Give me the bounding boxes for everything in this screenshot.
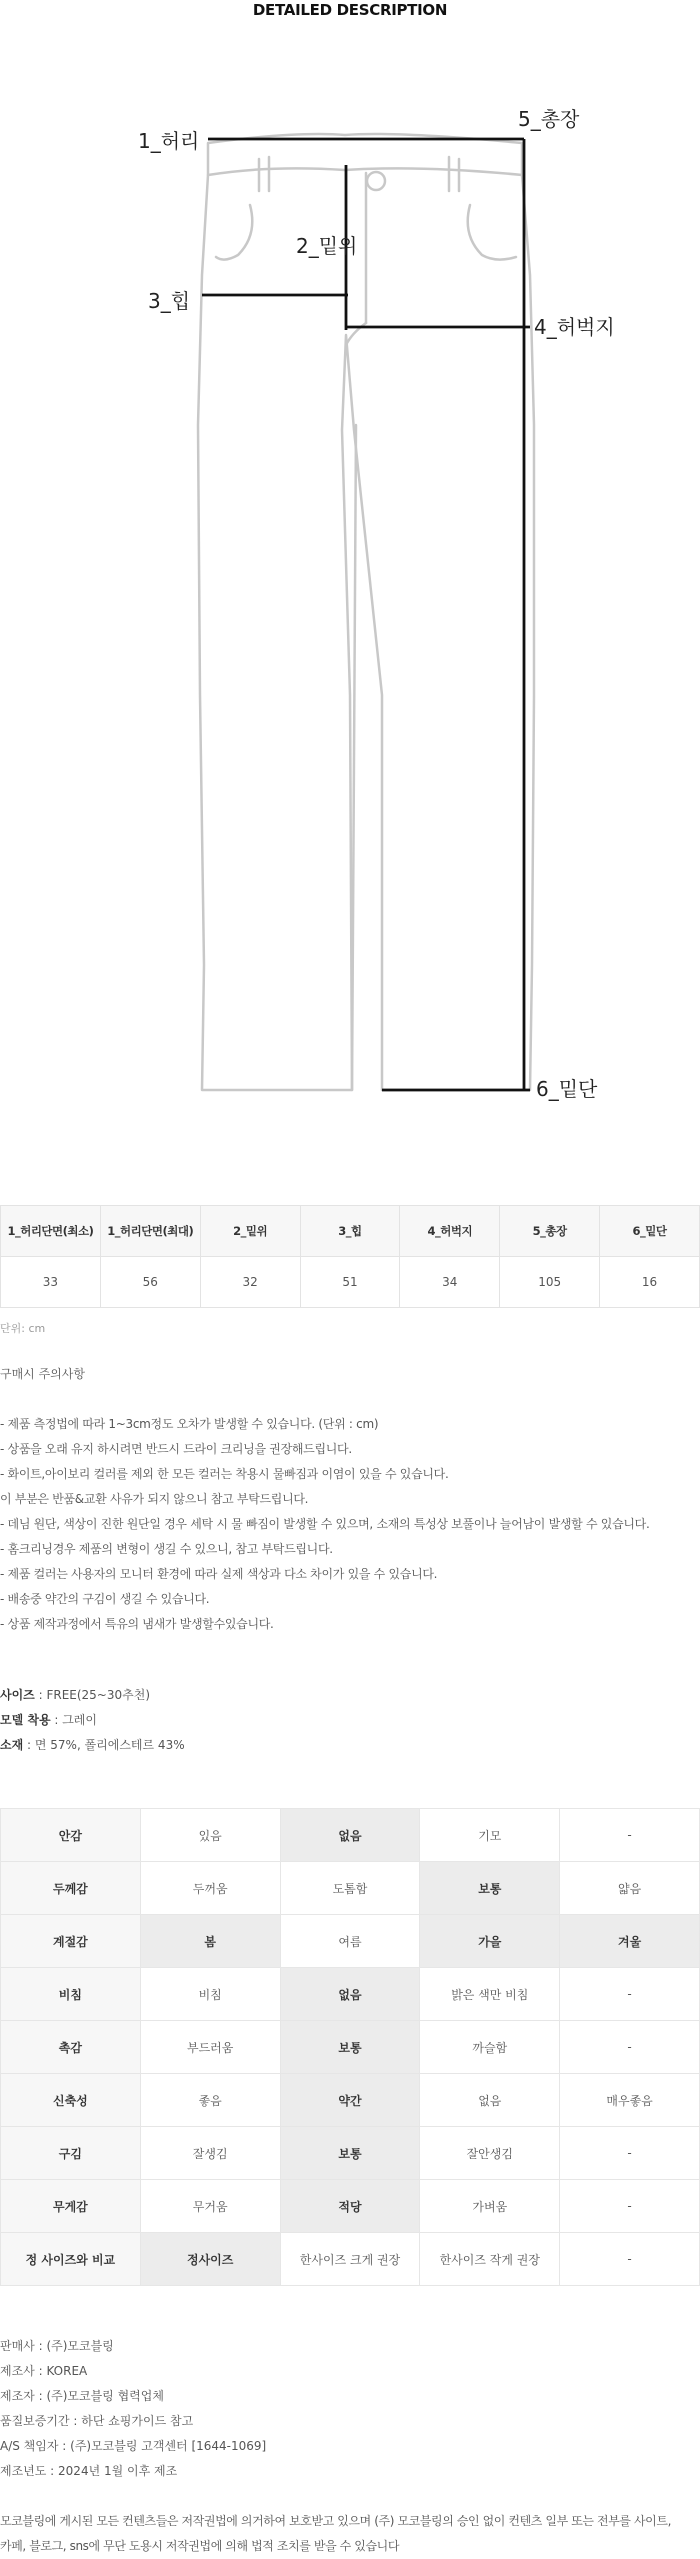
note-item: - 제품 측정법에 따라 1~3cm정도 오차가 발생할 수 있습니다. (단위 : cm) [0, 1417, 379, 1431]
spec-material-label: 소재 [0, 1738, 24, 1752]
fit-option: - [560, 1968, 700, 2021]
label-hem: 6_밑단 [536, 1077, 598, 1101]
fit-option: 무거움 [140, 2180, 280, 2233]
fit-row-label: 촉감 [1, 2021, 141, 2074]
fit-table-row [1, 1968, 700, 2021]
info-manufacture-date: 제조년도 : 2024년 1월 이후 제조 [0, 2464, 178, 2478]
copyright-line: 카페, 블로그, sns에 무단 도용시 저작권법에 의해 법적 조치를 받을 수 있습니다 [0, 2539, 400, 2553]
fit-option-selected: 없음 [280, 1968, 420, 2021]
size-value-cell: 16 [600, 1257, 700, 1308]
fit-table-row [1, 2233, 700, 2286]
purchase-notes [0, 1362, 700, 1637]
fit-table-row [1, 2074, 700, 2127]
fit-option: 기모 [420, 1809, 560, 1862]
size-header-cell: 3_힙 [300, 1206, 400, 1257]
fit-table-row [1, 1809, 700, 1862]
note-item: 이 부분은 반품&교환 사유가 되지 않으니 참고 부탁드립니다. [0, 1492, 309, 1506]
fit-option: - [560, 1809, 700, 1862]
fit-option-selected: 봄 [140, 1915, 280, 1968]
note-item: - 배송중 약간의 구김이 생길 수 있습니다. [0, 1592, 210, 1606]
fit-option-selected: 겨울 [560, 1915, 700, 1968]
spec-model-label: 모델 착용 [0, 1713, 51, 1727]
fit-option: - [560, 2021, 700, 2074]
size-value-cell: 32 [200, 1257, 300, 1308]
spec-model-value: : 그레이 [50, 1713, 97, 1727]
size-header-cell: 4_허벅지 [400, 1206, 500, 1257]
spec-size [0, 1683, 185, 1708]
fit-option: 잘생김 [140, 2127, 280, 2180]
fit-option-selected: 약간 [280, 2074, 420, 2127]
size-header-cell: 2_밑위 [200, 1206, 300, 1257]
size-value-cell: 34 [400, 1257, 500, 1308]
fit-option: 비침 [140, 1968, 280, 2021]
size-value-cell: 56 [100, 1257, 200, 1308]
fit-row-label: 구김 [1, 2127, 141, 2180]
note-item: - 제품 컬러는 사용자의 모니터 환경에 따라 실제 색상과 다소 차이가 있을 수 있습니다. [0, 1567, 438, 1581]
note-item: - 화이트,아이보리 컬러를 제외 한 모든 컬러는 착용시 물빠짐과 이염이 있을 수 있습니다. [0, 1467, 449, 1481]
fit-option: - [560, 2233, 700, 2286]
fit-row-label: 무게감 [1, 2180, 141, 2233]
info-manufacturer: 제조사 : KOREA [0, 2364, 88, 2378]
fit-table-row [1, 1862, 700, 1915]
pants-illustration [120, 95, 640, 1115]
fit-option: 도톰함 [280, 1862, 420, 1915]
info-as-contact: A/S 책임자 : (주)모코블링 고객센터 [1644-1069] [0, 2439, 267, 2453]
page-title: DETAILED DESCRIPTION [252, 1, 448, 19]
label-length: 5_총장 [518, 107, 580, 131]
note-item: - 데님 원단, 색상이 진한 원단일 경우 세탁 시 물 빠짐이 발생할 수 있으며, 소재의 특성상 보풀이나 늘어남이 발생할 수 있습니다. [0, 1517, 650, 1531]
pants-measurement-diagram [120, 95, 640, 1115]
fit-option-selected: 정사이즈 [140, 2233, 280, 2286]
product-info [0, 2334, 700, 2559]
copyright-line: 모코블링에 게시된 모든 컨텐츠들은 저작권법에 의거하여 보호받고 있으며 (주) 모코블링의 승인 없이 컨텐츠 일부 또는 전부를 사이트, [0, 2514, 671, 2528]
spec-size-value: : FREE(25~30추천) [34, 1688, 150, 1702]
fit-row-label: 계절감 [1, 1915, 141, 1968]
fit-table-row [1, 2180, 700, 2233]
fit-option-selected: 없음 [280, 1809, 420, 1862]
fit-option: - [560, 2180, 700, 2233]
fit-option-selected: 보통 [280, 2127, 420, 2180]
fit-option: - [560, 2127, 700, 2180]
copyright-notice [0, 2509, 700, 2559]
fit-option: 부드러움 [140, 2021, 280, 2074]
spec-material [0, 1733, 185, 1758]
size-header-cell: 5_총장 [500, 1206, 600, 1257]
size-value-cell: 51 [300, 1257, 400, 1308]
fit-option-selected: 가을 [420, 1915, 560, 1968]
size-header-cell: 1_허리단면(최대) [100, 1206, 200, 1257]
spec-material-value: : 면 57%, 폴리에스테르 43% [23, 1738, 185, 1752]
size-table-header-row [1, 1206, 700, 1257]
fit-option: 있음 [140, 1809, 280, 1862]
size-table [0, 1205, 700, 1308]
fit-option: 한사이즈 작게 권장 [420, 2233, 560, 2286]
fit-option: 까슬함 [420, 2021, 560, 2074]
label-hip: 3_힙 [148, 289, 191, 313]
fit-option: 가벼움 [420, 2180, 560, 2233]
size-table-value-row [1, 1257, 700, 1308]
fit-row-label: 정 사이즈와 비교 [1, 2233, 141, 2286]
fit-table-row [1, 1915, 700, 1968]
fit-option: 여름 [280, 1915, 420, 1968]
notes-list [0, 1412, 700, 1637]
fit-option: 좋음 [140, 2074, 280, 2127]
fit-option: 두꺼움 [140, 1862, 280, 1915]
size-value-cell: 105 [500, 1257, 600, 1308]
notes-title: 구매시 주의사항 [0, 1367, 85, 1381]
fit-info-table [0, 1808, 700, 2286]
info-warranty: 품질보증기간 : 하단 쇼핑가이드 참고 [0, 2414, 194, 2428]
spec-size-label: 사이즈 [0, 1688, 35, 1702]
spec-model [0, 1708, 185, 1733]
fit-row-label: 안감 [1, 1809, 141, 1862]
label-thigh: 4_허벅지 [534, 315, 615, 339]
fit-option-selected: 보통 [280, 2021, 420, 2074]
unit-note: 단위: cm [0, 1322, 46, 1335]
fit-option-selected: 보통 [420, 1862, 560, 1915]
fit-table-row [1, 2021, 700, 2074]
fit-option: 얇음 [560, 1862, 700, 1915]
info-maker: 제조자 : (주)모코블링 협력업체 [0, 2389, 164, 2403]
fit-row-label: 비침 [1, 1968, 141, 2021]
note-item: - 상품 제작과정에서 특유의 냄새가 발생할수있습니다. [0, 1617, 274, 1631]
label-waist: 1_허리 [138, 129, 200, 153]
size-header-cell: 1_허리단면(최소) [1, 1206, 101, 1257]
fit-option-selected: 적당 [280, 2180, 420, 2233]
product-spec [0, 1683, 185, 1758]
fit-option: 밝은 색만 비침 [420, 1968, 560, 2021]
info-seller: 판매사 : (주)모코블링 [0, 2339, 114, 2353]
note-item: - 홈크리닝경우 제품의 변형이 생길 수 있으니, 참고 부탁드립니다. [0, 1542, 333, 1556]
fit-row-label: 신축성 [1, 2074, 141, 2127]
fit-table-row [1, 2127, 700, 2180]
size-header-cell: 6_밑단 [600, 1206, 700, 1257]
fit-option: 없음 [420, 2074, 560, 2127]
note-item: - 상품을 오래 유지 하시려면 반드시 드라이 크리닝을 권장해드립니다. [0, 1442, 352, 1456]
fit-row-label: 두께감 [1, 1862, 141, 1915]
fit-option: 한사이즈 크게 권장 [280, 2233, 420, 2286]
fit-option: 잘안생김 [420, 2127, 560, 2180]
fit-option: 매우좋음 [560, 2074, 700, 2127]
size-value-cell: 33 [1, 1257, 101, 1308]
label-rise: 2_밑위 [296, 234, 358, 258]
